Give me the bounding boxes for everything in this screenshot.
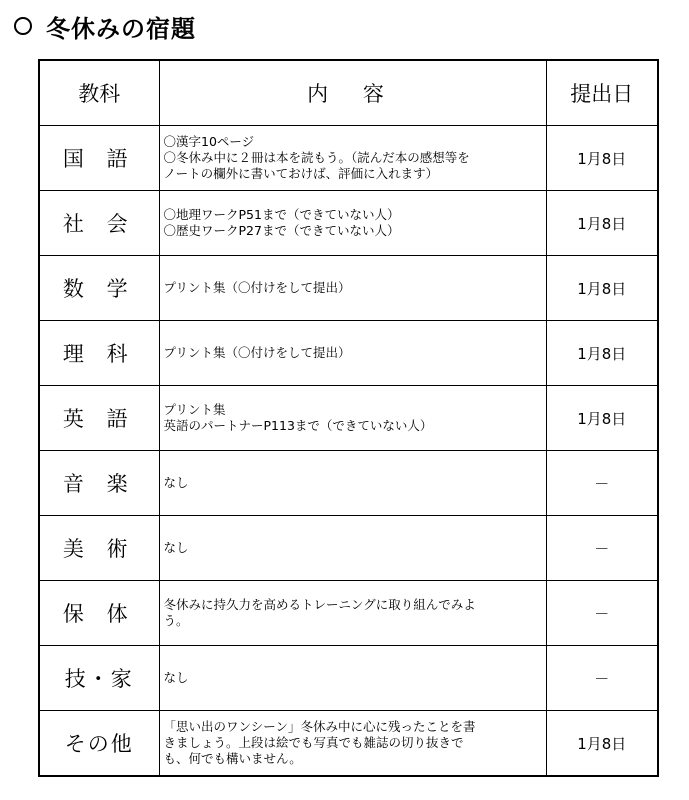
table-row bbox=[39, 256, 658, 321]
due-cell: 1月8日 bbox=[546, 386, 658, 451]
table-row bbox=[39, 516, 658, 581]
content-line: プリント集（〇付けをして提出） bbox=[163, 280, 351, 295]
subject-cell: 国 語 bbox=[39, 126, 159, 191]
due-cell: 1月8日 bbox=[546, 256, 658, 321]
content-line: なし bbox=[163, 475, 189, 490]
due-cell: － bbox=[546, 451, 658, 516]
due-cell: － bbox=[546, 516, 658, 581]
content-cell bbox=[159, 191, 546, 256]
title-text: 冬休みの宿題 bbox=[46, 14, 196, 43]
subject-cell: 英 語 bbox=[39, 386, 159, 451]
subject-cell: 社 会 bbox=[39, 191, 159, 256]
content-cell bbox=[159, 451, 546, 516]
content-line: 〇地理ワークP51まで（できていない人） bbox=[163, 207, 400, 222]
content-line: 〇漢字10ページ bbox=[163, 134, 255, 149]
content-line: プリント集 bbox=[163, 402, 226, 417]
page-title bbox=[14, 8, 196, 44]
due-cell: 1月8日 bbox=[546, 711, 658, 777]
content-line: プリント集（〇付けをして提出） bbox=[163, 345, 351, 360]
content-line: 「思い出のワンシーン」冬休み中に心に残ったことを書 bbox=[163, 719, 476, 734]
subject-cell: その他 bbox=[39, 711, 159, 777]
subject-cell: 保 体 bbox=[39, 581, 159, 646]
header-row bbox=[39, 60, 658, 126]
content-cell bbox=[159, 126, 546, 191]
content-cell bbox=[159, 386, 546, 451]
table-row bbox=[39, 321, 658, 386]
content-cell bbox=[159, 516, 546, 581]
subject-cell: 美 術 bbox=[39, 516, 159, 581]
table-row bbox=[39, 646, 658, 711]
subject-cell: 理 科 bbox=[39, 321, 159, 386]
due-cell: 1月8日 bbox=[546, 191, 658, 256]
due-cell: 1月8日 bbox=[546, 126, 658, 191]
subject-cell: 数 学 bbox=[39, 256, 159, 321]
content-line: 英語のパートナーP113まで（できていない人） bbox=[163, 418, 433, 433]
table-row bbox=[39, 711, 658, 777]
content-line: 〇歴史ワークP27まで（できていない人） bbox=[163, 223, 400, 238]
content-line: 〇冬休み中に２冊は本を読もう。（読んだ本の感想等を bbox=[163, 150, 470, 165]
circle-bullet-icon bbox=[14, 17, 32, 35]
content-line: 冬休みに持久力を高めるトレーニングに取り組んでみよ bbox=[163, 597, 476, 612]
subject-cell: 音 楽 bbox=[39, 451, 159, 516]
homework-table bbox=[38, 59, 659, 777]
content-cell bbox=[159, 321, 546, 386]
content-line: きましょう。上段は絵でも写真でも雑誌の切り抜きで bbox=[163, 735, 464, 750]
header-due: 提出日 bbox=[546, 60, 658, 126]
content-line: も、何でも構いません。 bbox=[163, 751, 302, 766]
content-line: う。 bbox=[163, 613, 189, 628]
due-cell: － bbox=[546, 646, 658, 711]
header-content: 内 容 bbox=[159, 60, 546, 126]
content-cell bbox=[159, 711, 546, 777]
content-line: なし bbox=[163, 670, 189, 685]
content-cell bbox=[159, 256, 546, 321]
content-cell bbox=[159, 581, 546, 646]
table-row bbox=[39, 451, 658, 516]
table-row bbox=[39, 126, 658, 191]
due-cell: － bbox=[546, 581, 658, 646]
due-cell: 1月8日 bbox=[546, 321, 658, 386]
header-subject: 教科 bbox=[39, 60, 159, 126]
table-row bbox=[39, 581, 658, 646]
subject-cell: 技・家 bbox=[39, 646, 159, 711]
content-line: なし bbox=[163, 540, 189, 555]
content-cell bbox=[159, 646, 546, 711]
content-line: ノートの欄外に書いておけば、評価に入れます） bbox=[163, 166, 439, 181]
table-row bbox=[39, 386, 658, 451]
table-row bbox=[39, 191, 658, 256]
